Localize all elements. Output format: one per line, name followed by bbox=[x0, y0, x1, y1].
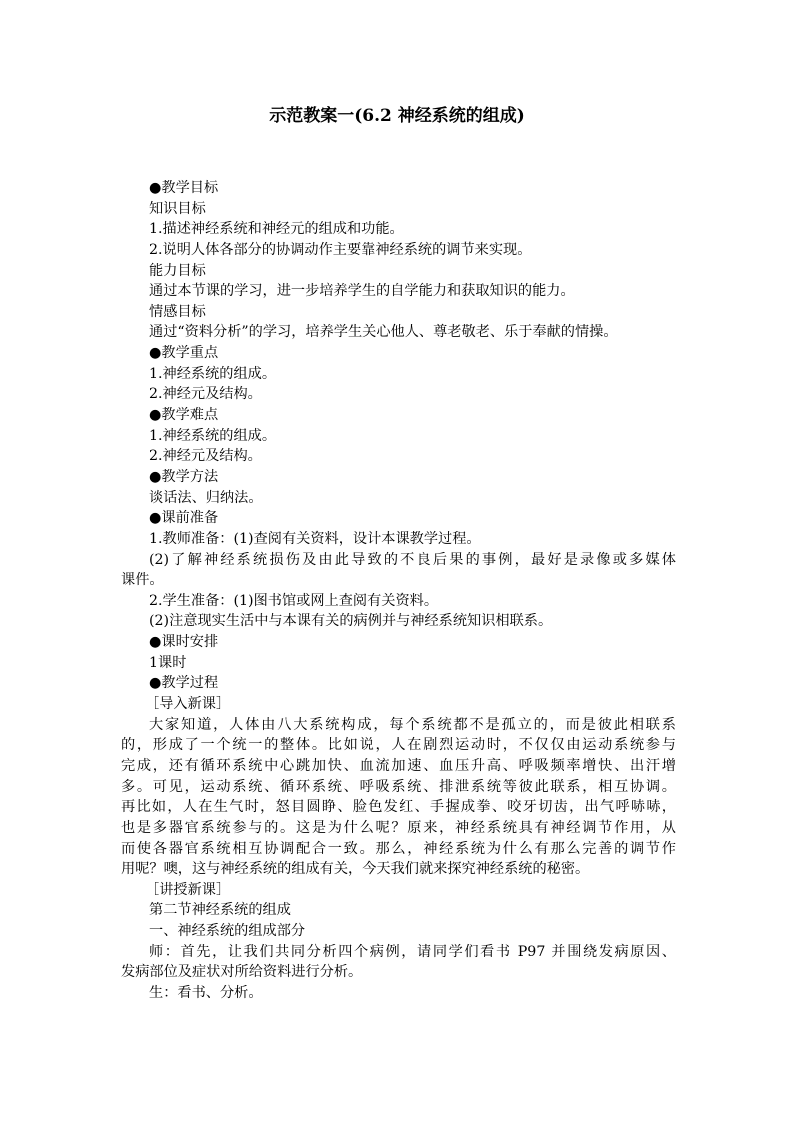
text-line: 谈话法、归纳法。 bbox=[149, 489, 263, 506]
paragraph-line: 师：首先，让我们共同分析四个病例，请同学们看书 P97 并围绕发病原因、 bbox=[149, 943, 676, 960]
section-heading-process: ●教学过程 bbox=[149, 675, 219, 692]
section-heading-difficulties: ●教学难点 bbox=[149, 407, 219, 424]
paragraph-line: 多。可见，运动系统、循环系统、呼吸系统、排泄系统等彼此联系，相互协调。 bbox=[121, 778, 676, 795]
text-line: 2.学生准备：(1)图书馆或网上查阅有关资料。 bbox=[149, 592, 439, 609]
paragraph-line: 用呢？噢，这与神经系统的组成有关，今天我们就来探究神经系统的秘密。 bbox=[121, 861, 590, 878]
text-line: 1.描述神经系统和神经元的组成和功能。 bbox=[149, 221, 404, 238]
text-line: 第二节神经系统的组成 bbox=[149, 902, 291, 919]
paragraph-line: 完成，还有循环系统中心跳加快、血流加速、血压升高、呼吸频率增快、出汗增 bbox=[121, 757, 676, 774]
text-line: 2.神经元及结构。 bbox=[149, 448, 262, 465]
paragraph-line: 大家知道，人体由八大系统构成，每个系统都不是孤立的，而是彼此相联系 bbox=[149, 716, 676, 733]
text-line: (2)了解神经系统损伤及由此导致的不良后果的事例，最好是录像或多媒体 bbox=[149, 551, 676, 568]
section-heading-objectives: ●教学目标 bbox=[149, 180, 219, 196]
paragraph-line: 的，形成了一个统一的整体。比如说，人在剧烈运动时，不仅仅由运动系统参与 bbox=[121, 737, 676, 754]
text-line: 2.说明人体各部分的协调动作主要靠神经系统的调节来实现。 bbox=[149, 241, 532, 258]
text-line: (2)注意现实生活中与本课有关的病例并与神经系统知识相联系。 bbox=[149, 613, 553, 630]
paragraph-line: 再比如，人在生气时，怒目圆睁、脸色发红、手握成拳、咬牙切齿，出气呼哧哧， bbox=[121, 799, 676, 816]
subheading-lead-in: ［导入新课］ bbox=[145, 696, 231, 713]
section-heading-preparation: ●课前准备 bbox=[149, 510, 219, 527]
text-line: 课件。 bbox=[121, 572, 164, 589]
text-line: 1.神经系统的组成。 bbox=[149, 365, 277, 382]
text-line: 1课时 bbox=[149, 654, 187, 671]
document-body bbox=[121, 178, 676, 1004]
subheading-emotion-objectives: 情感目标 bbox=[149, 303, 206, 320]
text-line: 生：看书、分析。 bbox=[149, 984, 263, 1001]
subheading-ability-objectives: 能力目标 bbox=[149, 262, 206, 279]
paragraph-line: 也是多器官系统参与的。这是为什么呢？原来，神经系统具有神经调节作用，从 bbox=[121, 819, 676, 836]
subheading-knowledge-objectives: 知识目标 bbox=[149, 200, 206, 217]
text-line: 通过本节课的学习，进一步培养学生的自学能力和获取知识的能力。 bbox=[149, 283, 575, 300]
subheading-new-lesson: ［讲授新课］ bbox=[145, 881, 231, 898]
text-line: 1.教师准备：(1)查阅有关资料，设计本课教学过程。 bbox=[149, 530, 481, 547]
paragraph-line: 发病部位及症状对所给资料进行分析。 bbox=[121, 964, 363, 981]
document-title: 示范教案一(6.2 神经系统的组成) bbox=[269, 106, 525, 126]
section-heading-schedule: ●课时安排 bbox=[149, 634, 219, 651]
text-line: 2.神经元及结构。 bbox=[149, 386, 262, 403]
text-line: 1.神经系统的组成。 bbox=[149, 427, 277, 444]
text-line: 通过“资料分析”的学习，培养学生关心他人、尊老敬老、乐于奉献的情操。 bbox=[149, 324, 618, 341]
text-line: 一、神经系统的组成部分 bbox=[149, 923, 306, 940]
section-heading-key-points: ●教学重点 bbox=[149, 345, 219, 362]
paragraph-line: 而使各器官系统相互协调配合一致。那么，神经系统为什么有那么完善的调节作 bbox=[121, 840, 676, 857]
section-heading-methods: ●教学方法 bbox=[149, 468, 219, 485]
